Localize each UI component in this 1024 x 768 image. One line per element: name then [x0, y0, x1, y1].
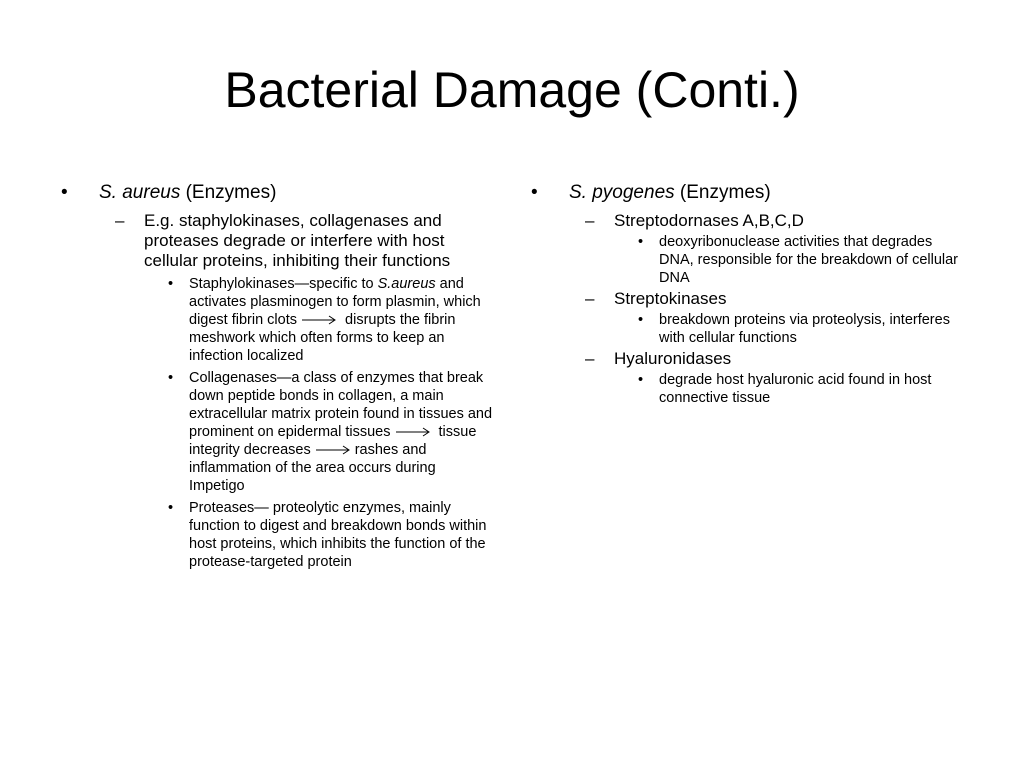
text-part: disrupts the fibrin meshwork which often forms to keep an infection localized [189, 311, 456, 364]
list-item-collagenases [55, 369, 495, 495]
organism-name: S. aureus [99, 182, 181, 203]
list-item-text: deoxyribonuclease activities that degrades DNA, responsible for the breakdown of cellular DNA [659, 233, 959, 286]
bullet-icon: • [531, 182, 538, 203]
text-part: rashes and inflammation of the area occurs during Impetigo [189, 441, 436, 494]
list-item-streptokinases-detail [525, 311, 965, 347]
list-item-text: Streptokinases [614, 288, 727, 308]
bullet-icon: • [638, 371, 644, 388]
text-part: Staphylokinases—specific to [189, 275, 378, 292]
right-column [525, 181, 965, 409]
list-item-staphylokinases [55, 275, 495, 365]
dash-bullet-icon: – [585, 288, 595, 308]
list-item-streptodornases [525, 211, 965, 231]
right-arrow-icon [301, 315, 337, 325]
list-item-hyaluronidases [525, 349, 965, 369]
list-item-example [55, 211, 495, 271]
slide-title: Bacterial Damage (Conti.) [224, 62, 800, 118]
text-part: and activates plasminogen to form plasmin, which digest fibrin clots [189, 275, 481, 328]
bullet-icon: • [168, 369, 174, 386]
list-item-proteases [55, 499, 495, 571]
bullet-icon: • [168, 499, 174, 516]
dash-bullet-icon: – [585, 210, 595, 230]
organism-name: S.aureus [377, 275, 436, 292]
list-item-text: Hyaluronidases [614, 348, 732, 368]
list-item-text: breakdown proteins via proteolysis, interferes with cellular functions [659, 311, 950, 346]
heading-suffix: (Enzymes) [674, 182, 771, 203]
left-column [55, 181, 495, 575]
list-item-streptokinases [525, 289, 965, 309]
heading-suffix: (Enzymes) [180, 182, 277, 203]
bullet-icon: • [168, 275, 174, 292]
list-item-text: degrade host hyaluronic acid found in host connective tissue [659, 371, 932, 406]
text-part: Collagenases—a class of enzymes that break down peptide bonds in collagen, a main extracellular matrix protein found in tissues and prominent on epidermal tissues [189, 369, 493, 440]
list-item-streptodornases-detail [525, 233, 965, 287]
list-item-hyaluronidases-detail [525, 371, 965, 407]
right-arrow-icon [315, 445, 351, 455]
right-arrow-icon [395, 427, 431, 437]
dash-bullet-icon: – [585, 348, 595, 368]
organism-name: S. pyogenes [569, 182, 675, 203]
list-item-text: Proteases— proteolytic enzymes, mainly function to digest and breakdown bonds within host proteins, which inhibits the function of the protease-targeted protein [189, 499, 487, 570]
heading-s-aureus [55, 181, 495, 205]
bullet-icon: • [638, 311, 644, 328]
heading-s-pyogenes [525, 181, 965, 205]
list-item-text: Streptodornases A,B,C,D [614, 210, 804, 230]
dash-bullet-icon: – [115, 210, 125, 230]
bullet-icon: • [638, 233, 644, 250]
bullet-icon: • [61, 182, 68, 203]
list-item-text: E.g. staphylokinases, collagenases and proteases degrade or interfere with host cellular proteins, inhibiting their functions [144, 210, 451, 270]
text-part: tissue integrity decreases [189, 423, 477, 458]
